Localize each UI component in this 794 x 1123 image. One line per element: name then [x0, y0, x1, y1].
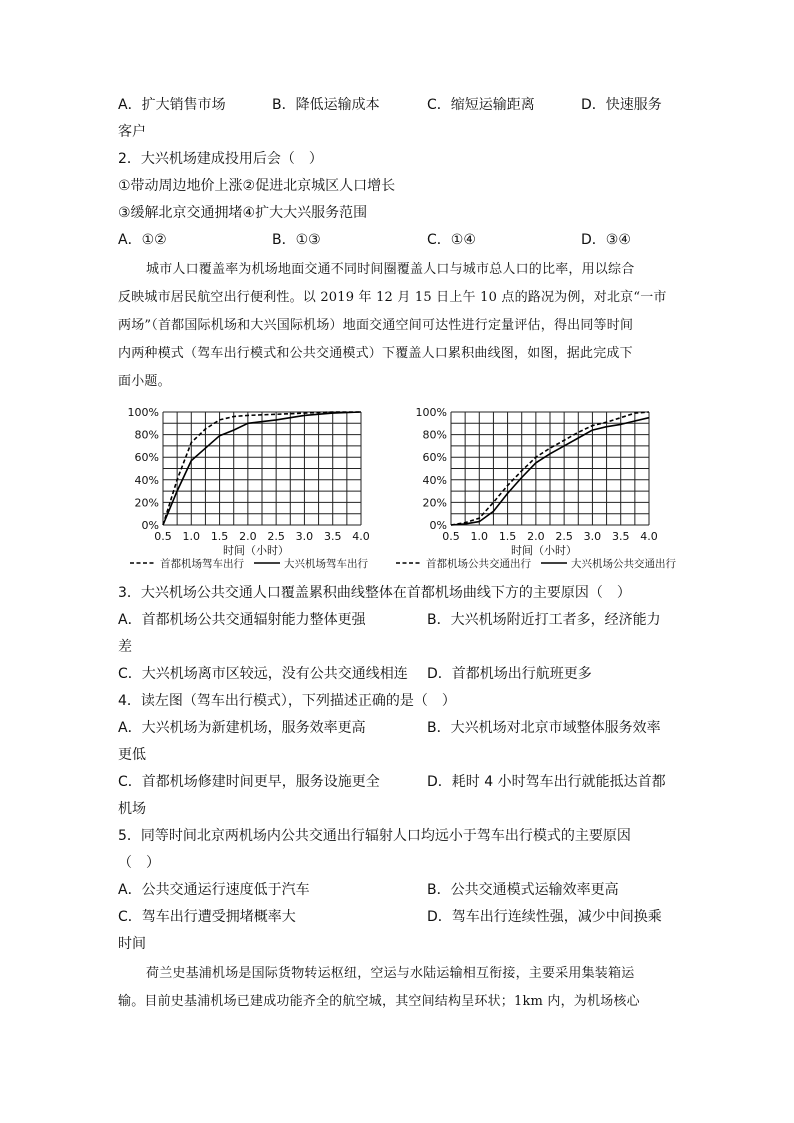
- chart-2-ytick-label: 0%: [429, 519, 447, 532]
- q2-stem: 2．大兴机场建成投用后会（ ）: [118, 151, 323, 167]
- q4-option-d-cont: 机场: [118, 801, 146, 817]
- q3-option-c[interactable]: C．大兴机场离市区较远，没有公共交通线相连: [118, 666, 408, 682]
- chart-2-ytick-label: 80%: [422, 428, 447, 442]
- chart-2-xtick-label: 1.0: [470, 530, 489, 543]
- chart-1-xtick-label: 2.5: [267, 530, 285, 543]
- chart-2-xlabel: 时间（小时）: [511, 544, 577, 557]
- chart-2: [396, 406, 676, 570]
- chart-2-xtick-label: 1.5: [498, 530, 517, 543]
- chart-1-ytick-label: 80%: [134, 428, 159, 442]
- chart-2-legend-label-2: 大兴机场公共交通出行: [571, 558, 676, 570]
- q2-items-line1: ①带动周边地价上涨②促进北京城区人口增长: [118, 178, 396, 194]
- q3-option-b[interactable]: B．大兴机场附近打工者多，经济能力: [427, 612, 661, 628]
- q2-option-c[interactable]: C．①④: [427, 232, 476, 248]
- material2-line1: 荷兰史基浦机场是国际货物转运枢纽，空运与水陆运输相互衔接，主要采用集装箱运: [146, 966, 635, 981]
- chart-1-ytick-label: 0%: [141, 519, 159, 532]
- chart-2-xtick-label: 0.5: [442, 530, 460, 543]
- chart-1-xtick-label: 3.5: [323, 530, 342, 543]
- q1-option-d[interactable]: D．快速服务: [581, 97, 662, 113]
- q3-option-b-cont: 差: [118, 639, 132, 655]
- chart-2-ytick-label: 100%: [415, 406, 447, 419]
- q2-option-d[interactable]: D．③④: [581, 232, 631, 248]
- chart-2-legend-label-1: 首都机场公共交通出行: [426, 558, 531, 570]
- q2-option-a[interactable]: A．①②: [118, 232, 167, 248]
- chart-2-ytick-label: 20%: [422, 496, 447, 510]
- chart-1-xtick-label: 1.5: [210, 530, 229, 543]
- chart-1: [128, 406, 370, 570]
- chart-1-ytick-label: 20%: [134, 496, 159, 510]
- chart-1-xtick-label: 1.0: [182, 530, 201, 543]
- q5-stem-cont: （ ）: [118, 855, 160, 871]
- chart-1-xtick-label: 2.0: [239, 530, 257, 543]
- q5-option-c[interactable]: C．驾车出行遭受拥堵概率大: [118, 909, 296, 925]
- chart-1-xtick-label: 4.0: [352, 530, 370, 543]
- chart-1-ytick-label: 100%: [127, 406, 159, 419]
- chart-1-legend-label-2: 大兴机场驾车出行: [284, 558, 368, 570]
- material1-line4: 内两种模式（驾车出行模式和公共交通模式）下覆盖人口累积曲线图，如图，据此完成下: [118, 346, 633, 361]
- q4-stem: 4．读左图（驾车出行模式），下列描述正确的是（ ）: [118, 693, 456, 709]
- q5-option-a[interactable]: A．公共交通运行速度低于汽车: [118, 882, 310, 898]
- charts-figure: [0, 400, 794, 580]
- chart-1-ytick-label: 60%: [134, 451, 159, 465]
- q1-option-b[interactable]: B．降低运输成本: [272, 97, 380, 113]
- chart-1-xlabel: 时间（小时）: [223, 544, 289, 557]
- chart-2-xtick-label: 2.0: [527, 530, 545, 543]
- q3-option-a[interactable]: A．首都机场公共交通辐射能力整体更强: [118, 612, 366, 628]
- q3-option-d[interactable]: D．首都机场出行航班更多: [427, 666, 592, 682]
- q5-option-d-cont: 时间: [118, 936, 146, 952]
- material1-line3: 两场”（首都国际机场和大兴国际机场）地面交通空间可达性进行定量评估，得出同等时间: [118, 318, 634, 333]
- q2-option-b[interactable]: B．①③: [272, 232, 321, 248]
- q1-option-d-cont: 客户: [118, 124, 146, 140]
- q4-option-d[interactable]: D．耗时 4 小时驾车出行就能抵达首都: [427, 774, 666, 790]
- chart-2-xtick-label: 3.5: [611, 530, 630, 543]
- chart-1-ytick-label: 40%: [134, 473, 159, 487]
- q4-option-b-cont: 更低: [118, 747, 146, 763]
- q1-option-c[interactable]: C．缩短运输距离: [427, 97, 535, 113]
- chart-1-legend-label-1: 首都机场驾车出行: [160, 558, 244, 570]
- q3-stem: 3．大兴机场公共交通人口覆盖累积曲线整体在首都机场曲线下方的主要原因（ ）: [118, 585, 631, 601]
- q4-option-a[interactable]: A．大兴机场为新建机场，服务效率更高: [118, 720, 366, 736]
- chart-2-xtick-label: 3.0: [583, 530, 602, 543]
- material1-line2: 反映城市居民航空出行便利性。以 2019 年 12 月 15 日上午 10 点的路况为例，对北京“一市: [118, 290, 667, 305]
- material2-line2: 输。目前史基浦机场已建成功能齐全的航空城，其空间结构呈环状；1km 内，为机场核心: [118, 994, 640, 1009]
- q2-items-line2: ③缓解北京交通拥堵④扩大大兴服务范围: [118, 205, 368, 221]
- q1-option-a[interactable]: A．扩大销售市场: [118, 97, 226, 113]
- q4-option-b[interactable]: B．大兴机场对北京市域整体服务效率: [427, 720, 661, 736]
- chart-2-xtick-label: 4.0: [640, 530, 658, 543]
- chart-1-xtick-label: 0.5: [154, 530, 172, 543]
- q5-option-d[interactable]: D．驾车出行连续性强，减少中间换乘: [427, 909, 662, 925]
- material1-line1: 城市人口覆盖率为机场地面交通不同时间圈覆盖人口与城市总人口的比率，用以综合: [146, 262, 635, 277]
- chart-2-ytick-label: 60%: [422, 451, 447, 465]
- q5-option-b[interactable]: B．公共交通模式运输效率更高: [427, 882, 619, 898]
- chart-2-xtick-label: 2.5: [555, 530, 573, 543]
- q4-option-c[interactable]: C．首都机场修建时间更早，服务设施更全: [118, 774, 380, 790]
- chart-2-ytick-label: 40%: [422, 473, 447, 487]
- material1-line5: 面小题。: [118, 374, 171, 389]
- chart-1-xtick-label: 3.0: [295, 530, 314, 543]
- q5-stem: 5．同等时间北京两机场内公共交通出行辐射人口均远小于驾车出行模式的主要原因: [118, 828, 631, 844]
